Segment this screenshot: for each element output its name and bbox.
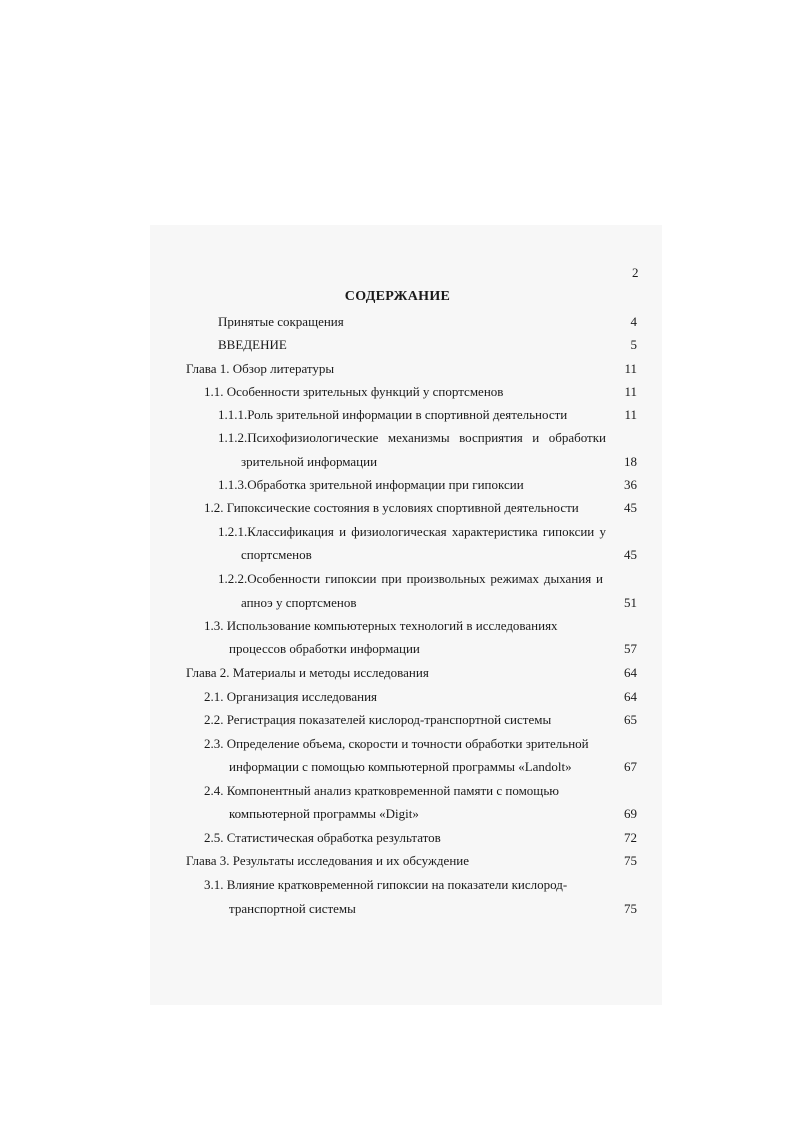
toc-entry-text: Глава 3. Результаты исследования и их обсуждение	[186, 853, 470, 868]
toc-entry-text: 1.1.1.Роль зрительной информации в спортивной деятельности	[218, 407, 568, 422]
toc-entry-text: 2.4. Компонентный анализ кратковременной памяти с помощью	[204, 783, 559, 798]
toc-entry-page: 51	[624, 595, 637, 610]
toc-entry-text-cont: транспортной системы	[229, 901, 356, 916]
toc-entry-page: 45	[624, 500, 637, 515]
toc-entry-page: 11	[624, 384, 637, 399]
toc-entry-text-cont: спортсменов	[241, 547, 312, 562]
toc-entry-text: Принятые сокращения	[218, 314, 344, 329]
toc-entry-text: 1.2. Гипоксические состояния в условиях спортивной деятельности	[204, 500, 579, 515]
page-title: СОДЕРЖАНИЕ	[344, 289, 451, 304]
toc-entry-text: 1.1.2.Психофизиологические механизмы восприятия и обработки	[218, 430, 606, 445]
toc-entry-page: 75	[624, 853, 637, 868]
toc-entry-page: 18	[624, 454, 637, 469]
toc-entry-page: 45	[624, 547, 637, 562]
toc-entry-page: 65	[624, 712, 637, 727]
toc-entry-page: 11	[624, 361, 637, 376]
toc-entry-page: 64	[624, 689, 637, 704]
toc-entry-page: 4	[630, 314, 637, 329]
toc-entry-text-cont: апноэ у спортсменов	[241, 595, 357, 610]
toc-entry-page: 75	[624, 901, 637, 916]
toc-entry-page: 72	[624, 830, 637, 845]
toc-entry-text-cont: процессов обработки информации	[229, 641, 420, 656]
toc-entry-text: 2.5. Статистическая обработка результатов	[204, 830, 441, 845]
toc-entry-text: 3.1. Влияние кратковременной гипоксии на показатели кислород-	[204, 877, 568, 892]
toc-entry-text: 1.1.3.Обработка зрительной информации при гипоксии	[218, 477, 524, 492]
toc-entry-text: 2.1. Организация исследования	[204, 689, 378, 704]
toc-entry-text: 1.3. Использование компьютерных технологий в исследованиях	[204, 618, 558, 633]
toc-entry-text: 1.2.2.Особенности гипоксии при произвольных режимах дыхания и	[218, 571, 603, 586]
toc-entry-page: 69	[624, 806, 637, 821]
toc-entry-text-cont: зрительной информации	[241, 454, 378, 469]
toc-entry-page: 5	[630, 337, 637, 352]
toc-entry-text-cont: информации с помощью компьютерной программы «Landolt»	[229, 759, 572, 774]
toc-entry-text: 2.2. Регистрация показателей кислород-транспортной системы	[204, 712, 552, 727]
toc-entry-text: 1.2.1.Классификация и физиологическая характеристика гипоксии у	[218, 524, 606, 539]
toc-entry-text: Глава 2. Материалы и методы исследования	[186, 665, 429, 680]
toc-entry-text: Глава 1. Обзор литературы	[186, 361, 335, 376]
toc-entry-page: 67	[624, 759, 637, 774]
toc-entry-page: 64	[624, 665, 637, 680]
toc-entry-page: 11	[624, 407, 637, 422]
toc-entry-text-cont: компьютерной программы «Digit»	[229, 806, 419, 821]
page-number: 2	[632, 265, 639, 280]
toc-entry-text: ВВЕДЕНИЕ	[218, 337, 287, 352]
toc-entry-page: 36	[624, 477, 637, 492]
toc-entry-text: 2.3. Определение объема, скорости и точности обработки зрительной	[204, 736, 589, 751]
toc-entry-page: 57	[624, 641, 637, 656]
toc-entry-text: 1.1. Особенности зрительных функций у спортсменов	[204, 384, 504, 399]
